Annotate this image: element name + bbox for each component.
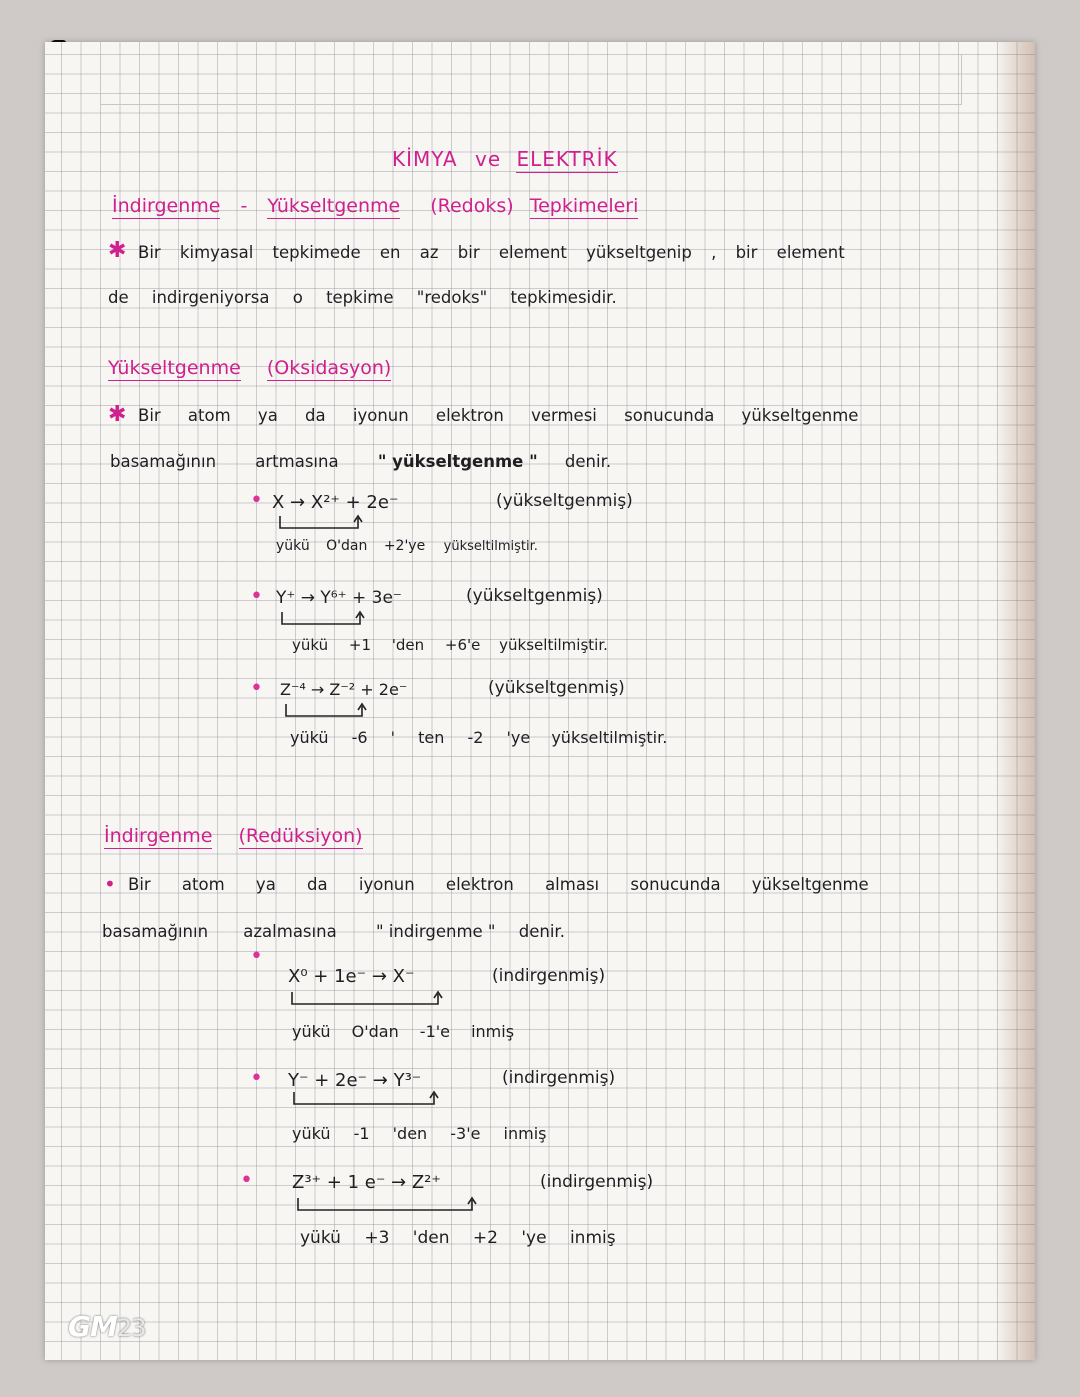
indirgenme-heading xyxy=(104,825,363,847)
reduction-label-3: (indirgenmiş) xyxy=(540,1172,654,1192)
indirgenme-heading-paren: (Redüksiyon) xyxy=(238,825,363,847)
star-bullet-icon: ✱ xyxy=(108,238,127,263)
logo-mark: GM xyxy=(68,1310,117,1343)
oxidation-note-1 xyxy=(276,538,538,554)
reduction-note-2: yükü -1 'den -3'e inmiş xyxy=(292,1124,547,1143)
indirgenme-heading-title: İndirgenme xyxy=(104,825,213,847)
oxidation-equation-2: Y⁺ → Y⁶⁺ + 3e⁻ xyxy=(276,588,402,608)
bullet-dot-icon: • xyxy=(250,676,263,701)
redoks-heading-yukseltgenme: Yükseltgenme xyxy=(267,195,401,217)
yukseltgenme-definition-line-2 xyxy=(110,452,611,471)
redoks-heading xyxy=(112,195,638,217)
bullet-dot-icon: • xyxy=(104,872,116,896)
oxidation-note-3-a: yükü -6 ' ten -2 'ye xyxy=(290,728,531,747)
redoks-definition-line-2: de indirgeniyorsa o tepkime "redoks" tepkimesidir. xyxy=(108,288,617,307)
star-bullet-icon: ✱ xyxy=(108,402,127,427)
yukseltgenme-heading xyxy=(108,357,391,379)
bullet-dot-icon: • xyxy=(250,944,263,969)
oxidation-label-2: (yükseltgenmiş) xyxy=(466,586,603,606)
title-elektrik: ELEKTRİK xyxy=(516,147,618,171)
oxidation-note-3 xyxy=(290,728,667,747)
charge-change-arrow-icon xyxy=(290,990,450,1012)
reduction-note-3: yükü +3 'den +2 'ye inmiş xyxy=(300,1228,616,1248)
indirgenme-def-part-c: denir. xyxy=(518,922,565,941)
page-edge-shadow xyxy=(995,42,1035,1360)
logo-number: 23 xyxy=(116,1314,146,1342)
reduction-equation-2: Y⁻ + 2e⁻ → Y³⁻ xyxy=(288,1070,422,1091)
redoks-heading-redoks: (Redoks) xyxy=(430,195,514,217)
oxidation-note-1-a: yükü O'dan +2'ye xyxy=(276,538,426,554)
charge-change-arrow-icon xyxy=(284,702,374,724)
yukseltgenme-def-part-a: basamağının artmasına xyxy=(110,452,339,471)
yukseltgenme-heading-paren: (Oksidasyon) xyxy=(266,357,392,379)
charge-change-arrow-icon xyxy=(292,1090,452,1112)
redoks-heading-tepkimeleri: Tepkimeleri xyxy=(529,195,639,217)
charge-change-arrow-icon xyxy=(296,1196,486,1218)
reduction-equation-1: X⁰ + 1e⁻ → X⁻ xyxy=(288,966,415,987)
oxidation-note-2-b: yükseltilmiştir. xyxy=(499,636,608,654)
reduction-label-2: (indirgenmiş) xyxy=(502,1068,616,1088)
oxidation-note-2-a: yükü +1 'den +6'e xyxy=(292,636,481,654)
oxidation-equation-1: X → X²⁺ + 2e⁻ xyxy=(272,492,399,513)
charge-change-arrow-icon xyxy=(280,610,370,632)
charge-change-arrow-icon xyxy=(278,514,368,536)
bullet-dot-icon: • xyxy=(250,488,263,513)
oxidation-label-1: (yükseltgenmiş) xyxy=(496,491,633,511)
indirgenme-def-part-a: basamağının azalmasına xyxy=(102,922,337,941)
reduction-equation-3: Z³⁺ + 1 e⁻ → Z²⁺ xyxy=(292,1172,441,1193)
indirgenme-def-term: " indirgenme " xyxy=(375,922,496,941)
redoks-definition-line-1: Bir kimyasal tepkimede en az bir element yükseltgenip , bir element xyxy=(138,243,845,262)
notebook-logo xyxy=(68,1310,145,1343)
yukseltgenme-heading-title: Yükseltgenme xyxy=(108,357,241,379)
oxidation-label-3: (yükseltgenmiş) xyxy=(488,678,625,698)
title-ve: ve xyxy=(474,147,502,171)
title-kimya: KİMYA xyxy=(392,147,458,171)
yukseltgenme-def-part-c: denir. xyxy=(564,452,612,471)
redoks-heading-dash: - xyxy=(240,195,248,217)
notebook-page xyxy=(45,42,1035,1360)
page-title xyxy=(392,147,618,171)
oxidation-note-2 xyxy=(292,636,608,654)
yukseltgenme-def-term: " yükseltgenme " xyxy=(377,452,538,471)
bullet-dot-icon: • xyxy=(250,1066,263,1091)
oxidation-note-1-b: yükseltilmiştir. xyxy=(443,539,538,554)
oxidation-equation-3: Z⁻⁴ → Z⁻² + 2e⁻ xyxy=(280,680,408,699)
bullet-dot-icon: • xyxy=(250,584,263,609)
reduction-note-1: yükü O'dan -1'e inmiş xyxy=(292,1022,515,1041)
indirgenme-definition-line-2 xyxy=(102,922,565,941)
oxidation-note-3-b: yükseltilmiştir. xyxy=(551,728,668,747)
yukseltgenme-definition-line-1: Bir atom ya da iyonun elektron vermesi sonucunda yükseltgenme xyxy=(138,406,859,425)
bullet-dot-icon: • xyxy=(240,1168,253,1193)
redoks-heading-indirgenme: İndirgenme xyxy=(112,195,221,217)
indirgenme-definition-line-1: Bir atom ya da iyonun elektron alması sonucunda yükseltgenme xyxy=(128,875,869,894)
reduction-label-1: (indirgenmiş) xyxy=(492,966,606,986)
header-margin-box xyxy=(100,54,962,105)
